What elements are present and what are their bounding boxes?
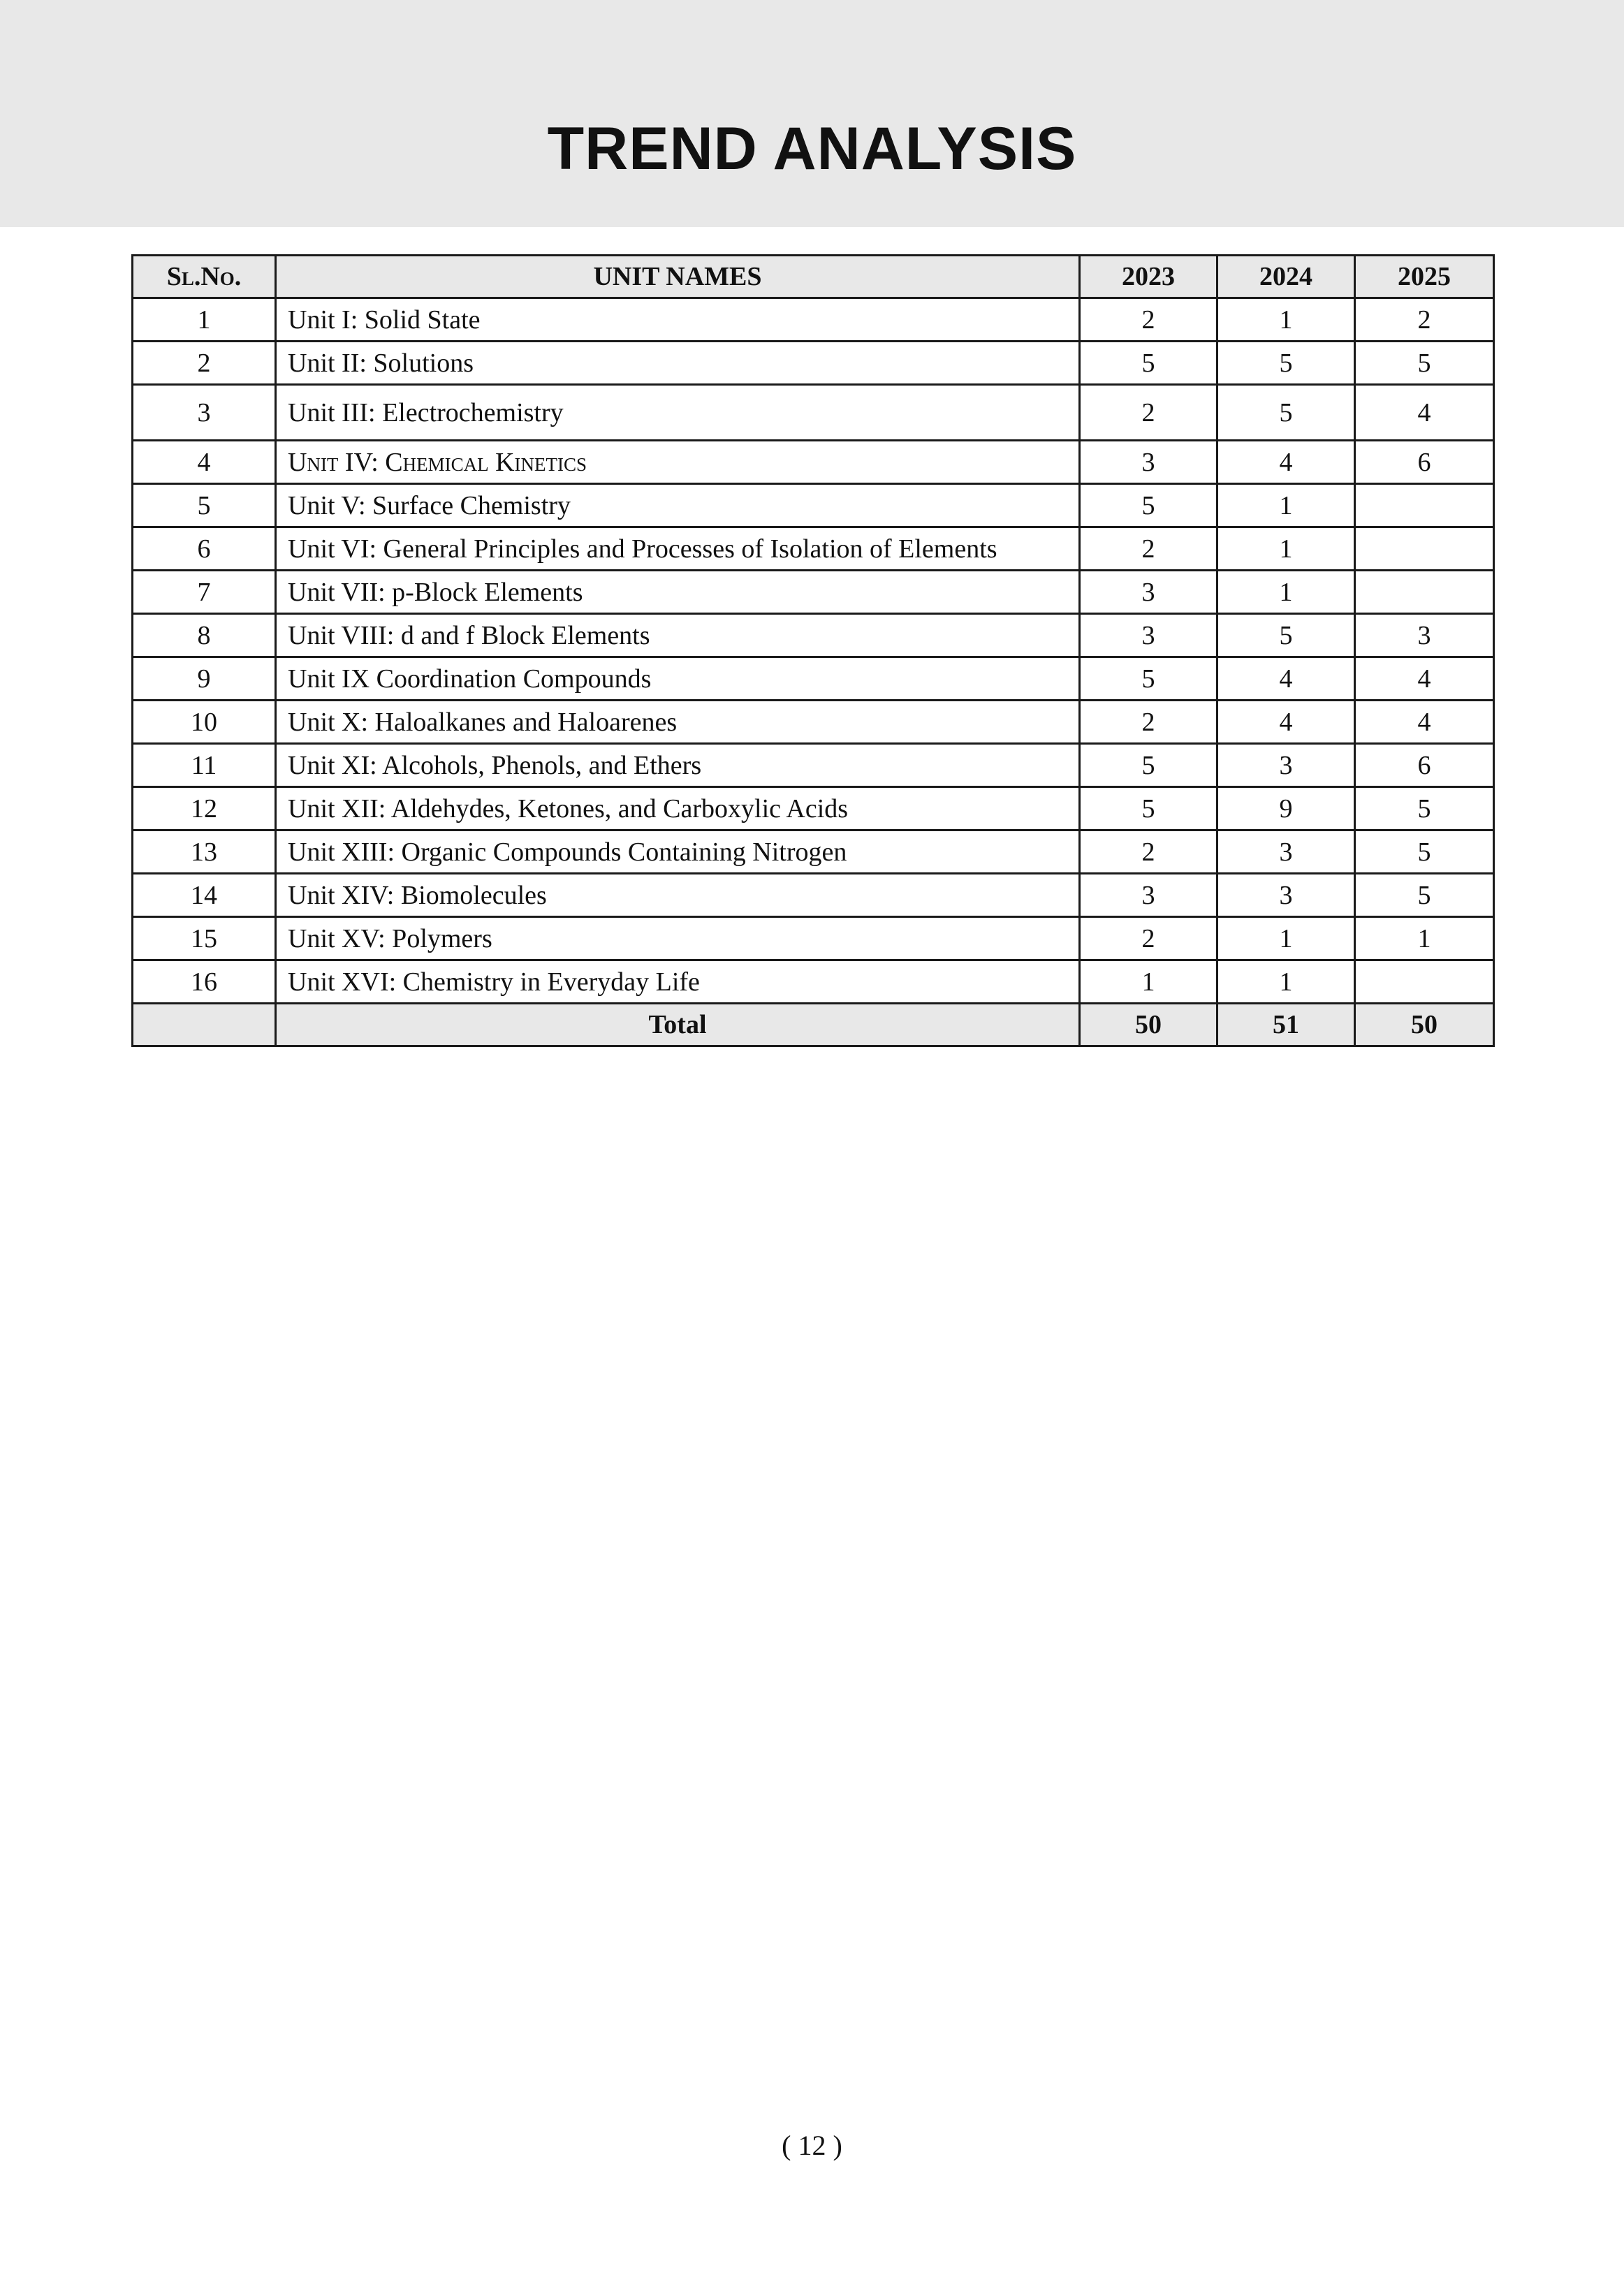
unit-name-cell: Unit II: Solutions xyxy=(276,342,1080,385)
page-title: TREND ANALYSIS xyxy=(547,115,1077,182)
sl-no-cell: 8 xyxy=(133,614,276,657)
value-2024-cell: 5 xyxy=(1217,614,1355,657)
table-header-row xyxy=(133,256,1494,298)
header-2023: 2023 xyxy=(1080,256,1217,298)
value-2025-cell: 2 xyxy=(1355,298,1494,342)
value-2024-cell: 1 xyxy=(1217,527,1355,571)
value-2025-cell: 4 xyxy=(1355,657,1494,701)
value-2025-cell: 1 xyxy=(1355,917,1494,960)
unit-name-cell: Unit I: Solid State xyxy=(276,298,1080,342)
sl-no-cell: 14 xyxy=(133,874,276,917)
unit-name-cell: Unit V: Surface Chemistry xyxy=(276,484,1080,527)
value-2025-cell: 6 xyxy=(1355,744,1494,787)
sl-no-cell: 1 xyxy=(133,298,276,342)
total-label: Total xyxy=(276,1004,1080,1046)
value-2023-cell: 3 xyxy=(1080,571,1217,614)
header-2024: 2024 xyxy=(1217,256,1355,298)
unit-name-cell: Unit IV: Chemical Kinetics xyxy=(276,441,1080,484)
value-2025-cell: 5 xyxy=(1355,874,1494,917)
table-row xyxy=(133,657,1494,701)
table-row xyxy=(133,614,1494,657)
total-2025: 50 xyxy=(1355,1004,1494,1046)
sl-no-cell: 16 xyxy=(133,960,276,1004)
value-2024-cell: 1 xyxy=(1217,960,1355,1004)
header-unit-names: UNIT NAMES xyxy=(276,256,1080,298)
unit-name-cell: Unit VII: p-Block Elements xyxy=(276,571,1080,614)
table-row xyxy=(133,441,1494,484)
value-2024-cell: 4 xyxy=(1217,701,1355,744)
header-band xyxy=(0,0,1624,227)
unit-name-cell: Unit XV: Polymers xyxy=(276,917,1080,960)
value-2024-cell: 5 xyxy=(1217,342,1355,385)
table-row xyxy=(133,527,1494,571)
value-2023-cell: 2 xyxy=(1080,830,1217,874)
unit-name-cell: Unit VIII: d and f Block Elements xyxy=(276,614,1080,657)
value-2023-cell: 2 xyxy=(1080,385,1217,441)
table-row xyxy=(133,385,1494,441)
sl-no-cell: 13 xyxy=(133,830,276,874)
total-2024: 51 xyxy=(1217,1004,1355,1046)
sl-no-cell: 4 xyxy=(133,441,276,484)
table-row xyxy=(133,787,1494,830)
value-2023-cell: 5 xyxy=(1080,657,1217,701)
value-2024-cell: 9 xyxy=(1217,787,1355,830)
sl-no-cell: 11 xyxy=(133,744,276,787)
table-row xyxy=(133,874,1494,917)
value-2025-cell: 5 xyxy=(1355,830,1494,874)
value-2023-cell: 5 xyxy=(1080,787,1217,830)
value-2023-cell: 5 xyxy=(1080,342,1217,385)
unit-name-cell: Unit XII: Aldehydes, Ketones, and Carboxylic Acids xyxy=(276,787,1080,830)
value-2023-cell: 3 xyxy=(1080,441,1217,484)
header-2025: 2025 xyxy=(1355,256,1494,298)
value-2025-cell: 5 xyxy=(1355,787,1494,830)
unit-name-cell: Unit XI: Alcohols, Phenols, and Ethers xyxy=(276,744,1080,787)
page-number: ( 12 ) xyxy=(782,2130,842,2161)
unit-name-cell: Unit XIV: Biomolecules xyxy=(276,874,1080,917)
table-row xyxy=(133,342,1494,385)
value-2024-cell: 3 xyxy=(1217,874,1355,917)
unit-name-cell: Unit XVI: Chemistry in Everyday Life xyxy=(276,960,1080,1004)
value-2025-cell: 3 xyxy=(1355,614,1494,657)
sl-no-cell: 9 xyxy=(133,657,276,701)
sl-no-cell: 10 xyxy=(133,701,276,744)
value-2025-cell xyxy=(1355,527,1494,571)
value-2024-cell: 1 xyxy=(1217,484,1355,527)
value-2025-cell xyxy=(1355,960,1494,1004)
total-row xyxy=(133,1004,1494,1046)
sl-no-cell: 5 xyxy=(133,484,276,527)
value-2023-cell: 2 xyxy=(1080,701,1217,744)
value-2023-cell: 2 xyxy=(1080,917,1217,960)
table-row xyxy=(133,917,1494,960)
table-row xyxy=(133,701,1494,744)
table-row xyxy=(133,484,1494,527)
sl-no-cell: 6 xyxy=(133,527,276,571)
sl-no-cell: 12 xyxy=(133,787,276,830)
value-2023-cell: 3 xyxy=(1080,874,1217,917)
unit-name-cell: Unit X: Haloalkanes and Haloarenes xyxy=(276,701,1080,744)
total-empty-cell xyxy=(133,1004,276,1046)
value-2024-cell: 1 xyxy=(1217,298,1355,342)
table-row xyxy=(133,744,1494,787)
value-2023-cell: 1 xyxy=(1080,960,1217,1004)
total-2023: 50 xyxy=(1080,1004,1217,1046)
value-2023-cell: 5 xyxy=(1080,484,1217,527)
trend-table xyxy=(131,254,1495,1047)
sl-no-cell: 2 xyxy=(133,342,276,385)
value-2023-cell: 3 xyxy=(1080,614,1217,657)
value-2025-cell: 6 xyxy=(1355,441,1494,484)
value-2024-cell: 4 xyxy=(1217,441,1355,484)
value-2025-cell: 4 xyxy=(1355,385,1494,441)
value-2023-cell: 2 xyxy=(1080,298,1217,342)
sl-no-cell: 15 xyxy=(133,917,276,960)
value-2024-cell: 3 xyxy=(1217,830,1355,874)
table-row xyxy=(133,830,1494,874)
table-row xyxy=(133,298,1494,342)
value-2024-cell: 4 xyxy=(1217,657,1355,701)
value-2024-cell: 3 xyxy=(1217,744,1355,787)
table-row xyxy=(133,960,1494,1004)
value-2025-cell: 5 xyxy=(1355,342,1494,385)
header-sl-no: Sl.No. xyxy=(133,256,276,298)
unit-name-cell: Unit XIII: Organic Compounds Containing Nitrogen xyxy=(276,830,1080,874)
value-2024-cell: 1 xyxy=(1217,917,1355,960)
unit-name-cell: Unit IX Coordination Compounds xyxy=(276,657,1080,701)
unit-name-cell: Unit III: Electrochemistry xyxy=(276,385,1080,441)
sl-no-cell: 3 xyxy=(133,385,276,441)
value-2023-cell: 5 xyxy=(1080,744,1217,787)
value-2024-cell: 5 xyxy=(1217,385,1355,441)
unit-name-cell: Unit VI: General Principles and Processes of Isolation of Elements xyxy=(276,527,1080,571)
value-2025-cell: 4 xyxy=(1355,701,1494,744)
sl-no-cell: 7 xyxy=(133,571,276,614)
value-2025-cell xyxy=(1355,484,1494,527)
table-row xyxy=(133,571,1494,614)
value-2023-cell: 2 xyxy=(1080,527,1217,571)
value-2025-cell xyxy=(1355,571,1494,614)
value-2024-cell: 1 xyxy=(1217,571,1355,614)
